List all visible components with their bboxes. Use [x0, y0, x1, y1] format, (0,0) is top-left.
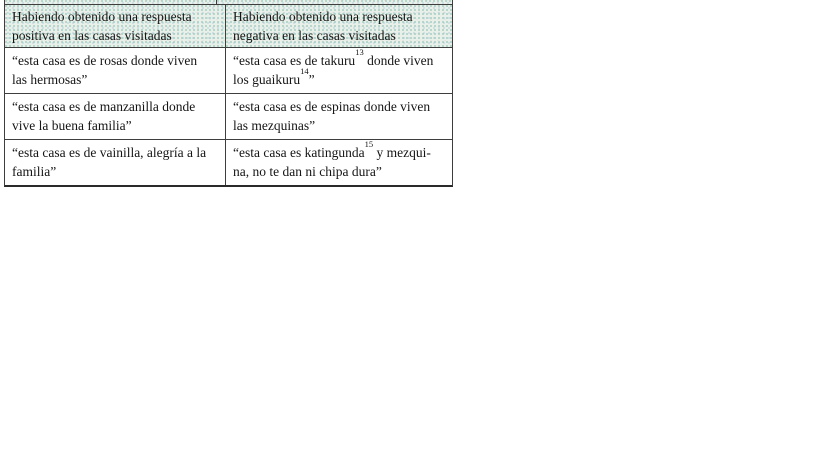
- header-cell-positive: [5, 5, 226, 47]
- text-line: [233, 97, 444, 116]
- table-cell-negative-quote: [226, 140, 452, 185]
- quote-text: familia”: [12, 164, 57, 179]
- table-cell-negative-quote: [226, 94, 452, 139]
- quote-text: ”: [308, 72, 315, 87]
- quote-text: las mezquinas”: [233, 118, 316, 133]
- text-line: [12, 143, 217, 162]
- results-table: [4, 0, 453, 187]
- header-cell-negative: [226, 5, 452, 47]
- text-line: [12, 116, 217, 135]
- header-line: positiva en las casas visitadas: [12, 28, 172, 43]
- header-line: negativa en las casas visitadas: [233, 28, 396, 43]
- text-line: [12, 51, 217, 70]
- text-line: [12, 162, 217, 181]
- text-line: [233, 139, 444, 162]
- text-line: [12, 70, 217, 89]
- text-line: [233, 162, 444, 181]
- text-line: [233, 116, 444, 135]
- cropped-row-divider: [216, 0, 217, 4]
- table-row: [5, 93, 452, 139]
- table-cell-positive-quote: [5, 94, 226, 139]
- text-line: [233, 66, 444, 89]
- table-row: [5, 47, 452, 93]
- quote-text: los guaikuru: [233, 72, 301, 87]
- quote-text: “esta casa es de vainilla, alegría a la: [12, 145, 207, 160]
- quote-text: donde viven: [363, 53, 434, 68]
- footnote-ref-15: 15: [364, 139, 374, 149]
- quote-text: “esta casa es de espinas donde viven: [233, 99, 431, 114]
- table-row: [5, 139, 452, 185]
- table-cell-positive-quote: [5, 48, 226, 93]
- header-line: Habiendo obtenido una respuesta: [12, 9, 192, 24]
- cropped-row-above: [5, 0, 452, 5]
- footnote-ref-14: 14: [300, 66, 309, 76]
- table-cell-positive-quote: [5, 140, 226, 185]
- quote-text: vive la buena familia”: [12, 118, 132, 133]
- header-line: Habiendo obtenido una respuesta: [233, 9, 413, 24]
- text-line: [233, 47, 444, 70]
- quote-text: las hermosas”: [12, 72, 88, 87]
- quote-text: na, no te dan ni chipa dura”: [233, 164, 382, 179]
- table-cell-negative-quote: [226, 48, 452, 93]
- header-row: [5, 5, 452, 47]
- quote-text: “esta casa es katingunda: [233, 145, 365, 160]
- text-line: [12, 97, 217, 116]
- footnote-ref-13: 13: [355, 47, 364, 57]
- quote-text: “esta casa es de manzanilla donde: [12, 99, 196, 114]
- quote-text: y mezqui-: [373, 145, 431, 160]
- quote-text: “esta casa es de takuru: [233, 53, 356, 68]
- quote-text: “esta casa es de rosas donde viven: [12, 53, 198, 68]
